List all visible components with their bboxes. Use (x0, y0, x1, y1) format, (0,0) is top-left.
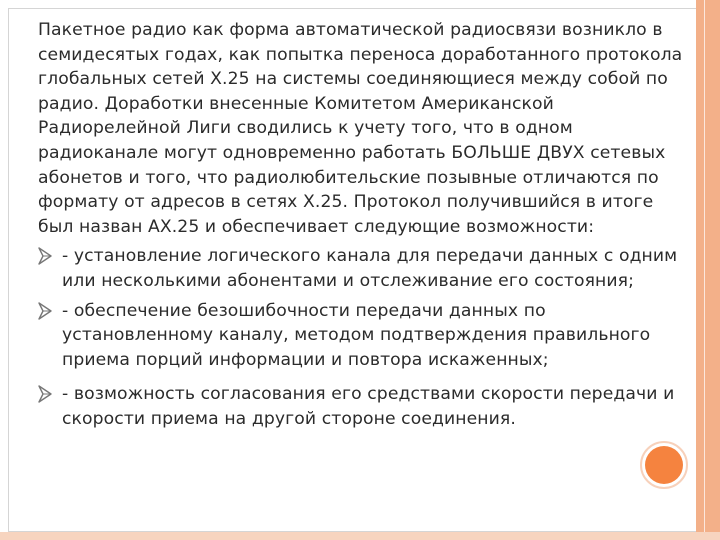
arrowhead-bullet-icon (38, 385, 52, 403)
decorative-circle-icon (645, 446, 683, 484)
bottom-accent-band (0, 532, 720, 540)
right-accent-line (704, 0, 705, 540)
list-item (38, 244, 688, 293)
intro-paragraph: Пакетное радио как форма автоматической радиосвязи возникло в семидесятых годах, как попытка переноса доработанного протокола глобальных сетей X.25 на системы соединяющиеся между собой по радио. Доработки внесенные Комитетом Американской Радиорелейной Лиги сводились к учету того, что в одном радиоканале могут одновременно работать БОЛЬШЕ ДВУХ сетевых абонетов и того, что радиолюбительские позывные отличаются по формату от адресов в сетях X.25. Протокол получившийся в итоге был назван AX.25 и обеспечивает следующие возможности: (38, 20, 683, 237)
list-item (38, 382, 688, 431)
arrowhead-bullet-icon (38, 247, 52, 265)
list-item-text: - обеспечение безошибочности передачи данных по установленному каналу, методом подтверждения правильного приема порций информации и повтора искаженных; (62, 300, 651, 370)
list-item-text: - возможность согласования его средствами скорости передачи и скорости приема на другой стороне соединения. (62, 384, 675, 429)
arrowhead-bullet-icon (38, 302, 52, 320)
capabilities-list (38, 244, 688, 431)
list-item-text: - установление логического канала для передачи данных с одним или несколькими абонентами и отслеживание его состояния; (62, 246, 678, 291)
list-item (38, 299, 688, 373)
slide-content (38, 18, 688, 432)
right-accent-band (696, 0, 720, 540)
